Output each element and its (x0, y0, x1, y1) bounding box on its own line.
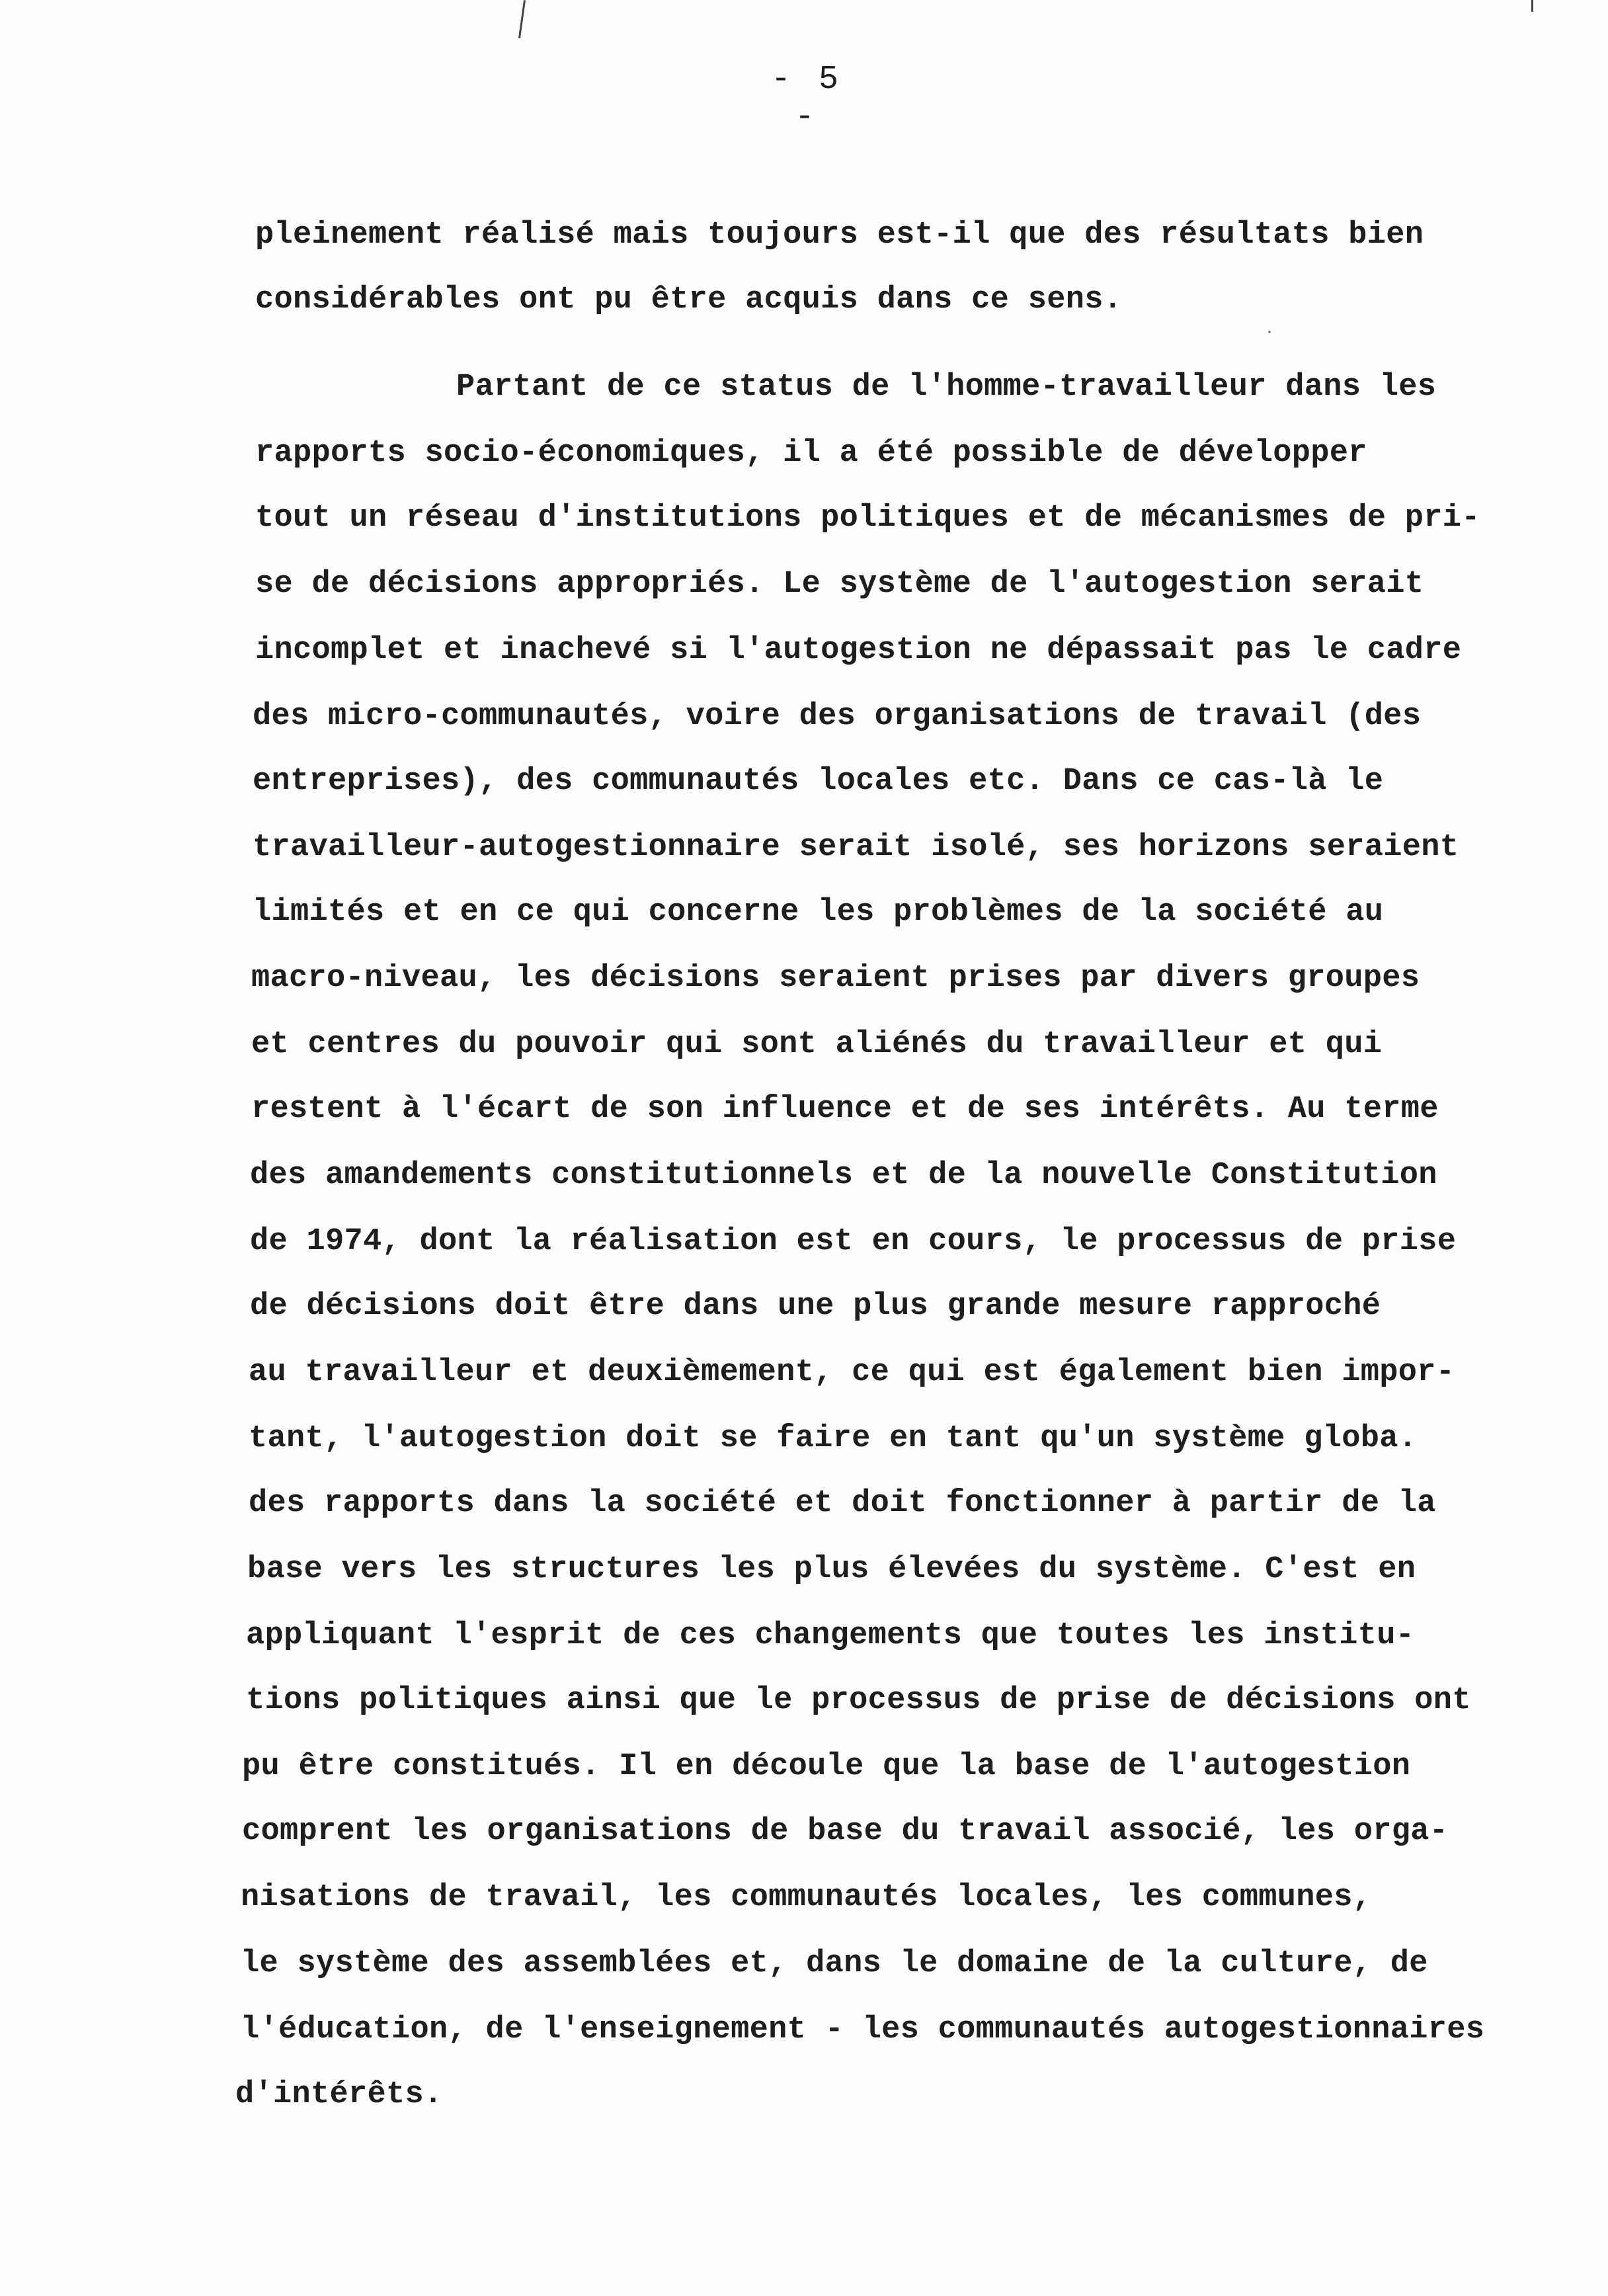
text-line: tout un réseau d'institutions politiques et de mécanismes de pri- (255, 501, 1480, 536)
scan-artifact-dot (1268, 331, 1271, 333)
scan-artifact-mark (518, 0, 526, 38)
text-line: tions politiques ainsi que le processus de prise de décisions ont (246, 1683, 1471, 1718)
text-line: d'intérêts. (235, 2077, 443, 2112)
text-line: le système des assemblées et, dans le domaine de la culture, de (241, 1946, 1428, 1981)
text-line: tant, l'autogestion doit se faire en tant qu'un système globa. (249, 1421, 1418, 1456)
text-line: des micro-communautés, voire des organisations de travail (des (253, 699, 1422, 734)
text-line: l'éducation, de l'enseignement - les communautés autogestionnaires (241, 2012, 1485, 2047)
text-line: rapports socio-économiques, il a été possible de développer (255, 436, 1367, 471)
text-line: entreprises), des communautés locales etc. Dans ce cas-là le (253, 764, 1384, 799)
text-line: de décisions doit être dans une plus grande mesure rapproché (250, 1289, 1381, 1324)
text-line: appliquant l'esprit de ces changements que toutes les institu- (246, 1618, 1415, 1653)
text-line: et centres du pouvoir qui sont aliénés du travailleur et qui (251, 1027, 1383, 1062)
scan-artifact-mark-right (1531, 0, 1533, 12)
text-line: des rapports dans la société et doit fonctionner à partir de la (249, 1486, 1436, 1521)
text-line: nisations de travail, les communautés locales, les communes, (241, 1880, 1372, 1915)
text-line: comprent les organisations de base du travail associé, les orga- (242, 1814, 1449, 1849)
page-number: - 5 - (770, 61, 842, 136)
text-line: pleinement réalisé mais toujours est-il que des résultats bien (255, 218, 1424, 253)
text-line: travailleur-autogestionnaire serait isolé, ses horizons seraient (253, 830, 1459, 865)
text-line: incomplet et inachevé si l'autogestion ne dépassait pas le cadre (255, 633, 1462, 668)
text-line: restent à l'écart de son influence et de ses intérêts. Au terme (251, 1092, 1439, 1127)
text-line: considérables ont pu être acquis dans ce sens. (255, 282, 1123, 317)
text-line: se de décisions appropriés. Le système de l'autogestion serait (255, 567, 1424, 602)
text-line: de 1974, dont la réalisation est en cours, le processus de prise (250, 1224, 1457, 1259)
text-line: Partant de ce status de l'homme-travailleur dans les (456, 370, 1437, 405)
text-line: des amandements constitutionnels et de la nouvelle Constitution (250, 1158, 1437, 1193)
text-line: limités et en ce qui concerne les problèmes de la société au (253, 895, 1384, 930)
text-line: macro-niveau, les décisions seraient prises par divers groupes (251, 961, 1420, 996)
text-line: au travailleur et deuxièmement, ce qui est également bien impor- (249, 1355, 1455, 1390)
text-line: pu être constitués. Il en découle que la base de l'autogestion (242, 1749, 1411, 1784)
text-line: base vers les structures les plus élevées du système. C'est en (247, 1552, 1416, 1587)
